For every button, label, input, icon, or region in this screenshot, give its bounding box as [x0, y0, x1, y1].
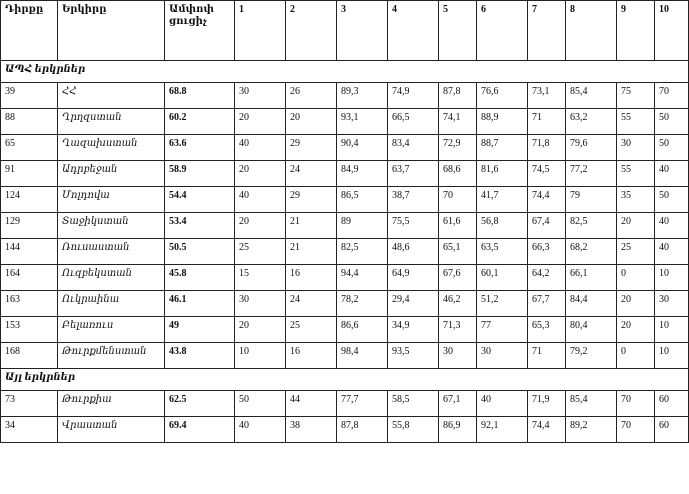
- country-cell: Վրաստան: [58, 417, 165, 443]
- value-cell-1: 20: [235, 317, 286, 343]
- value-cell-5: 72,9: [439, 135, 477, 161]
- value-cell-1: 30: [235, 83, 286, 109]
- value-cell-3: 82,5: [337, 239, 388, 265]
- value-cell-7: 71: [528, 343, 566, 369]
- value-cell-8: 68,2: [566, 239, 617, 265]
- value-cell-10: 10: [655, 343, 689, 369]
- country-cell: Ղրղզստան: [58, 109, 165, 135]
- value-cell-2: 21: [286, 213, 337, 239]
- value-cell-5: 71,3: [439, 317, 477, 343]
- rank-cell: 153: [1, 317, 58, 343]
- value-cell-1: 25: [235, 239, 286, 265]
- value-cell-9: 70: [617, 391, 655, 417]
- table-row: [1, 161, 689, 187]
- rank-cell: 91: [1, 161, 58, 187]
- value-cell-7: 71,9: [528, 391, 566, 417]
- value-cell-10: 30: [655, 291, 689, 317]
- summary-score-cell: 69.4: [165, 417, 235, 443]
- value-cell-1: 40: [235, 135, 286, 161]
- value-cell-1: 20: [235, 109, 286, 135]
- header-col-6: 6: [477, 1, 528, 61]
- value-cell-6: 92,1: [477, 417, 528, 443]
- value-cell-4: 55,8: [388, 417, 439, 443]
- value-cell-8: 63,2: [566, 109, 617, 135]
- value-cell-9: 0: [617, 265, 655, 291]
- value-cell-4: 74,9: [388, 83, 439, 109]
- value-cell-9: 20: [617, 213, 655, 239]
- value-cell-5: 68,6: [439, 161, 477, 187]
- header-col-2: 2: [286, 1, 337, 61]
- value-cell-5: 74,1: [439, 109, 477, 135]
- value-cell-4: 64,9: [388, 265, 439, 291]
- value-cell-10: 50: [655, 187, 689, 213]
- header-col-3: 3: [337, 1, 388, 61]
- value-cell-7: 74,5: [528, 161, 566, 187]
- value-cell-7: 74,4: [528, 417, 566, 443]
- value-cell-1: 20: [235, 161, 286, 187]
- value-cell-6: 56,8: [477, 213, 528, 239]
- value-cell-9: 55: [617, 161, 655, 187]
- value-cell-6: 76,6: [477, 83, 528, 109]
- value-cell-10: 10: [655, 317, 689, 343]
- country-cell: ՀՀ: [58, 83, 165, 109]
- rank-cell: 73: [1, 391, 58, 417]
- country-cell: Թուրքիա: [58, 391, 165, 417]
- summary-score-cell: 63.6: [165, 135, 235, 161]
- value-cell-4: 75,5: [388, 213, 439, 239]
- table-row: [1, 187, 689, 213]
- value-cell-2: 20: [286, 109, 337, 135]
- value-cell-9: 25: [617, 239, 655, 265]
- country-cell: Ադրբեջան: [58, 161, 165, 187]
- summary-score-cell: 54.4: [165, 187, 235, 213]
- value-cell-5: 67,1: [439, 391, 477, 417]
- value-cell-3: 90,4: [337, 135, 388, 161]
- value-cell-6: 60,1: [477, 265, 528, 291]
- value-cell-7: 67,4: [528, 213, 566, 239]
- value-cell-6: 88,7: [477, 135, 528, 161]
- table-row: [1, 317, 689, 343]
- country-cell: Ղազախստան: [58, 135, 165, 161]
- value-cell-3: 77,7: [337, 391, 388, 417]
- table-row: [1, 291, 689, 317]
- header-col-4: 4: [388, 1, 439, 61]
- country-cell: Բելառուս: [58, 317, 165, 343]
- rank-cell: 168: [1, 343, 58, 369]
- value-cell-10: 40: [655, 161, 689, 187]
- value-cell-2: 44: [286, 391, 337, 417]
- table-row: [1, 417, 689, 443]
- value-cell-10: 70: [655, 83, 689, 109]
- value-cell-2: 29: [286, 187, 337, 213]
- section-title: Այլ երկրներ: [1, 369, 689, 391]
- value-cell-2: 25: [286, 317, 337, 343]
- value-cell-8: 66,1: [566, 265, 617, 291]
- value-cell-2: 24: [286, 291, 337, 317]
- value-cell-2: 29: [286, 135, 337, 161]
- header-col-1: 1: [235, 1, 286, 61]
- value-cell-3: 93,1: [337, 109, 388, 135]
- rank-cell: 129: [1, 213, 58, 239]
- value-cell-4: 58,5: [388, 391, 439, 417]
- value-cell-9: 0: [617, 343, 655, 369]
- rank-cell: 164: [1, 265, 58, 291]
- header-col-8: 8: [566, 1, 617, 61]
- value-cell-1: 15: [235, 265, 286, 291]
- country-cell: Թուրքմենստան: [58, 343, 165, 369]
- section-title: ԱՊՀ երկրներ: [1, 61, 689, 83]
- value-cell-8: 82,5: [566, 213, 617, 239]
- rank-cell: 163: [1, 291, 58, 317]
- value-cell-1: 10: [235, 343, 286, 369]
- value-cell-6: 81,6: [477, 161, 528, 187]
- summary-score-cell: 50.5: [165, 239, 235, 265]
- value-cell-5: 67,6: [439, 265, 477, 291]
- header-country: Երկիրը: [58, 1, 165, 61]
- value-cell-10: 60: [655, 391, 689, 417]
- value-cell-1: 40: [235, 417, 286, 443]
- summary-score-cell: 58.9: [165, 161, 235, 187]
- value-cell-9: 70: [617, 417, 655, 443]
- value-cell-3: 98,4: [337, 343, 388, 369]
- summary-score-cell: 62.5: [165, 391, 235, 417]
- header-col-5: 5: [439, 1, 477, 61]
- value-cell-10: 60: [655, 417, 689, 443]
- rank-cell: 39: [1, 83, 58, 109]
- value-cell-3: 89,3: [337, 83, 388, 109]
- section-row: [1, 61, 689, 83]
- table-row: [1, 135, 689, 161]
- summary-score-cell: 43.8: [165, 343, 235, 369]
- rank-cell: 144: [1, 239, 58, 265]
- header-col-9: 9: [617, 1, 655, 61]
- value-cell-2: 26: [286, 83, 337, 109]
- value-cell-8: 85,4: [566, 83, 617, 109]
- header-col-7: 7: [528, 1, 566, 61]
- value-cell-3: 84,9: [337, 161, 388, 187]
- value-cell-4: 66,5: [388, 109, 439, 135]
- value-cell-6: 40: [477, 391, 528, 417]
- value-cell-8: 77,2: [566, 161, 617, 187]
- value-cell-4: 38,7: [388, 187, 439, 213]
- header-col-10: 10: [655, 1, 689, 61]
- value-cell-1: 50: [235, 391, 286, 417]
- table-row: [1, 213, 689, 239]
- summary-score-cell: 46.1: [165, 291, 235, 317]
- value-cell-4: 34,9: [388, 317, 439, 343]
- summary-score-cell: 45.8: [165, 265, 235, 291]
- value-cell-6: 77: [477, 317, 528, 343]
- value-cell-2: 16: [286, 343, 337, 369]
- value-cell-3: 86,5: [337, 187, 388, 213]
- value-cell-10: 40: [655, 213, 689, 239]
- table-row: [1, 83, 689, 109]
- value-cell-5: 46,2: [439, 291, 477, 317]
- value-cell-2: 16: [286, 265, 337, 291]
- value-cell-9: 30: [617, 135, 655, 161]
- value-cell-5: 65,1: [439, 239, 477, 265]
- rank-cell: 65: [1, 135, 58, 161]
- value-cell-7: 73,1: [528, 83, 566, 109]
- value-cell-10: 40: [655, 239, 689, 265]
- value-cell-8: 79,6: [566, 135, 617, 161]
- value-cell-6: 41,7: [477, 187, 528, 213]
- value-cell-4: 29,4: [388, 291, 439, 317]
- value-cell-7: 67,7: [528, 291, 566, 317]
- value-cell-2: 38: [286, 417, 337, 443]
- value-cell-9: 75: [617, 83, 655, 109]
- value-cell-5: 87,8: [439, 83, 477, 109]
- table-row: [1, 109, 689, 135]
- summary-score-cell: 53.4: [165, 213, 235, 239]
- rank-cell: 34: [1, 417, 58, 443]
- value-cell-6: 51,2: [477, 291, 528, 317]
- value-cell-1: 30: [235, 291, 286, 317]
- value-cell-2: 24: [286, 161, 337, 187]
- value-cell-4: 48,6: [388, 239, 439, 265]
- value-cell-6: 88,9: [477, 109, 528, 135]
- table-body: [1, 1, 689, 443]
- country-cell: Մոլդովա: [58, 187, 165, 213]
- table-row: [1, 343, 689, 369]
- value-cell-5: 61,6: [439, 213, 477, 239]
- rank-cell: 88: [1, 109, 58, 135]
- header-rank: Դիրքը: [1, 1, 58, 61]
- value-cell-10: 50: [655, 135, 689, 161]
- value-cell-3: 87,8: [337, 417, 388, 443]
- section-row: [1, 369, 689, 391]
- value-cell-7: 64,2: [528, 265, 566, 291]
- value-cell-7: 71: [528, 109, 566, 135]
- value-cell-1: 40: [235, 187, 286, 213]
- value-cell-8: 85,4: [566, 391, 617, 417]
- header-row: [1, 1, 689, 61]
- value-cell-4: 63,7: [388, 161, 439, 187]
- summary-score-cell: 49: [165, 317, 235, 343]
- value-cell-10: 50: [655, 109, 689, 135]
- value-cell-2: 21: [286, 239, 337, 265]
- summary-score-cell: 60.2: [165, 109, 235, 135]
- country-cell: Տաջիկստան: [58, 213, 165, 239]
- value-cell-3: 89: [337, 213, 388, 239]
- value-cell-9: 20: [617, 317, 655, 343]
- value-cell-7: 65,3: [528, 317, 566, 343]
- value-cell-4: 83,4: [388, 135, 439, 161]
- value-cell-3: 86,6: [337, 317, 388, 343]
- value-cell-7: 66,3: [528, 239, 566, 265]
- country-cell: Ուկրաինա: [58, 291, 165, 317]
- value-cell-9: 35: [617, 187, 655, 213]
- table-row: [1, 391, 689, 417]
- value-cell-8: 79: [566, 187, 617, 213]
- header-summary-index: Ամփոփ ցուցիչ: [165, 1, 235, 61]
- value-cell-3: 78,2: [337, 291, 388, 317]
- country-cell: Ռուսաստան: [58, 239, 165, 265]
- value-cell-7: 71,8: [528, 135, 566, 161]
- table-row: [1, 265, 689, 291]
- value-cell-1: 20: [235, 213, 286, 239]
- value-cell-9: 20: [617, 291, 655, 317]
- value-cell-8: 84,4: [566, 291, 617, 317]
- value-cell-5: 30: [439, 343, 477, 369]
- value-cell-9: 55: [617, 109, 655, 135]
- value-cell-6: 63,5: [477, 239, 528, 265]
- summary-score-cell: 68.8: [165, 83, 235, 109]
- value-cell-5: 70: [439, 187, 477, 213]
- value-cell-4: 93,5: [388, 343, 439, 369]
- value-cell-10: 10: [655, 265, 689, 291]
- value-cell-7: 74,4: [528, 187, 566, 213]
- value-cell-6: 30: [477, 343, 528, 369]
- value-cell-8: 79,2: [566, 343, 617, 369]
- rank-cell: 124: [1, 187, 58, 213]
- value-cell-5: 86,9: [439, 417, 477, 443]
- table-row: [1, 239, 689, 265]
- value-cell-8: 80,4: [566, 317, 617, 343]
- value-cell-3: 94,4: [337, 265, 388, 291]
- value-cell-8: 89,2: [566, 417, 617, 443]
- country-cell: Ուզբեկստան: [58, 265, 165, 291]
